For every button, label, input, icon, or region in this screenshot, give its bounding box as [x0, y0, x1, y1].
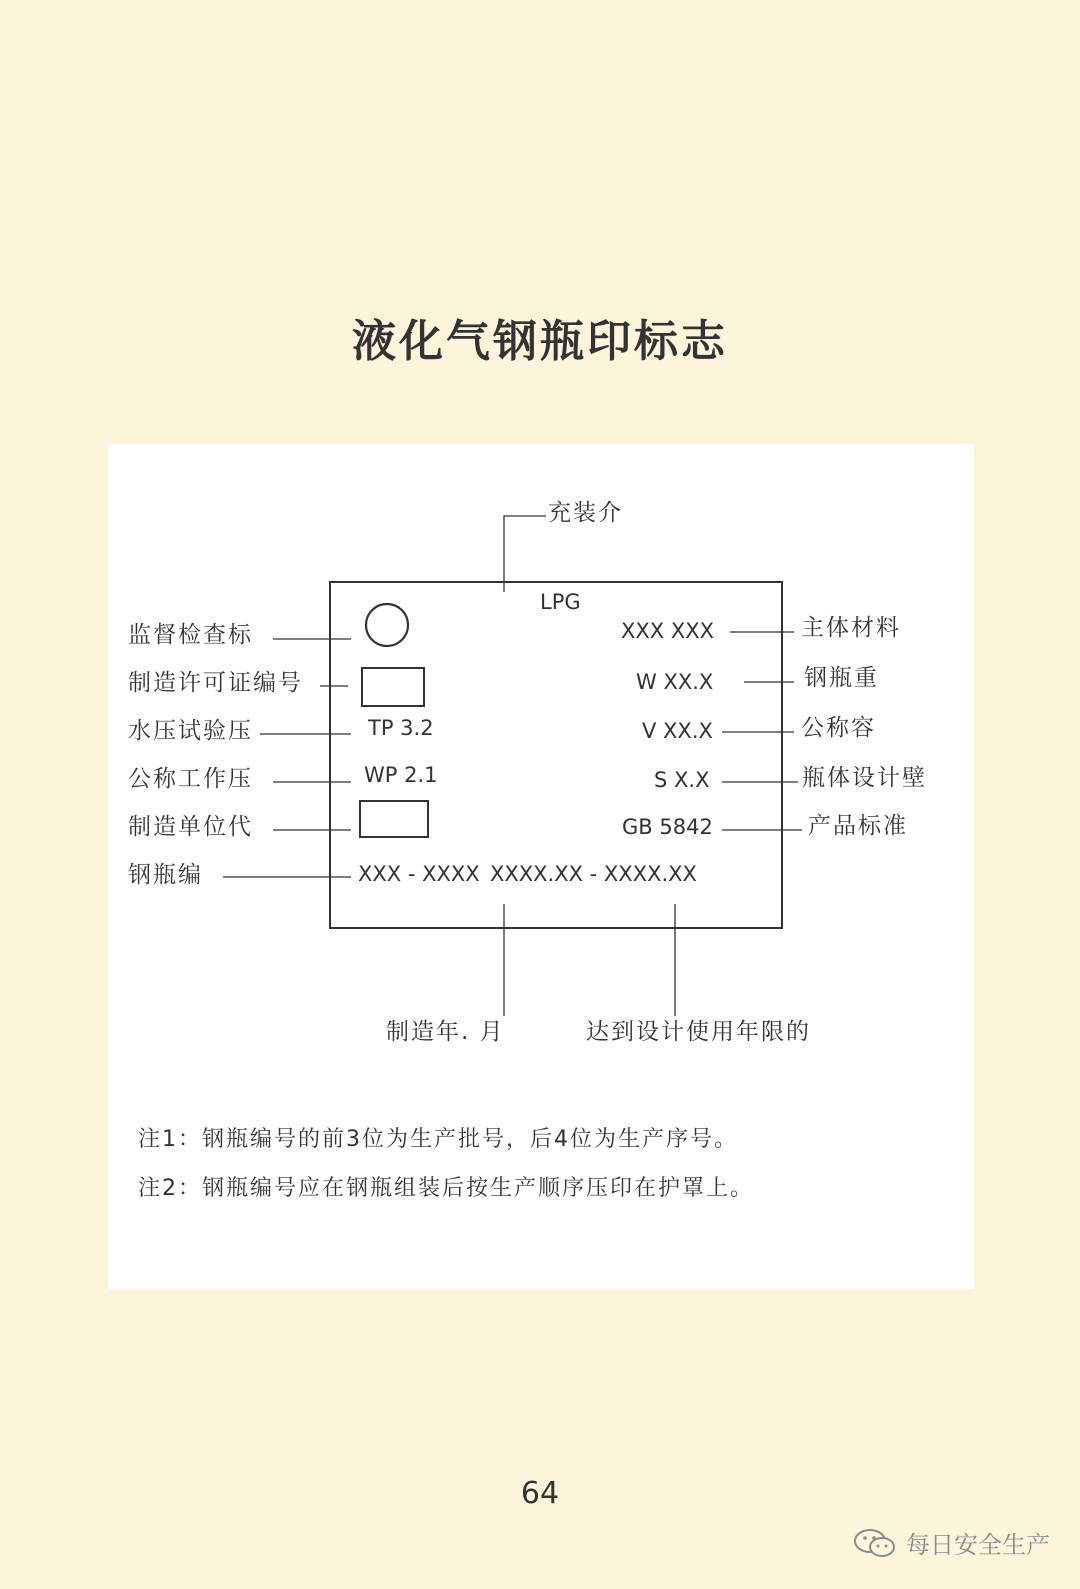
leader-lines: [223, 516, 802, 1016]
stamp-material: XXX XXX: [621, 619, 714, 643]
label-inspection-mark: 监督检查标: [128, 622, 253, 648]
label-test-pressure: 水压试验压: [128, 718, 253, 744]
label-filling-medium: 充装介: [548, 500, 623, 526]
stamp-volume: V XX.X: [642, 719, 713, 743]
page-title: 液化气钢瓶印标志: [352, 316, 728, 367]
stamp-standard: GB 5842: [622, 815, 713, 839]
stamp-working-pressure: WP 2.1: [364, 763, 438, 787]
label-wall-thickness: 瓶体设计壁: [802, 765, 927, 791]
label-cylinder-number: 钢瓶编: [128, 862, 203, 888]
stamp-test-pressure: TP 3.2: [368, 716, 434, 740]
stamp-dates: XXXX.XX - XXXX.XX: [490, 862, 697, 886]
stamp-thickness: S X.X: [654, 768, 710, 792]
stamp-medium: LPG: [540, 590, 581, 614]
label-working-pressure: 公称工作压: [128, 766, 253, 792]
watermark-text: 每日安全生产: [906, 1531, 1050, 1559]
wechat-icon: [852, 1527, 898, 1559]
label-manufacture-date: 制造年. 月: [386, 1019, 505, 1045]
stamp-weight: W XX.X: [636, 670, 714, 694]
label-manufacturer-code: 制造单位代: [128, 814, 253, 840]
note-2: 注2：钢瓶编号应在钢瓶组装后按生产顺序压印在护罩上。: [138, 1176, 754, 1201]
label-product-standard: 产品标准: [808, 813, 908, 839]
label-nominal-volume: 公称容: [801, 715, 876, 741]
license-box: [362, 668, 424, 706]
page-number: 64: [520, 1476, 560, 1511]
inspection-mark-circle: [366, 604, 408, 646]
note-1: 注1：钢瓶编号的前3位为生产批号，后4位为生产序号。: [138, 1127, 738, 1152]
stamp-serial: XXX - XXXX: [358, 862, 480, 886]
watermark: [852, 1525, 1050, 1560]
label-main-material: 主体材料: [801, 615, 901, 641]
label-license-number: 制造许可证编号: [128, 670, 303, 696]
manufacturer-box: [360, 801, 428, 837]
label-cylinder-weight: 钢瓶重: [804, 665, 879, 691]
label-service-life-end: 达到设计使用年限的: [586, 1019, 811, 1045]
diagram-card: [108, 444, 974, 1289]
